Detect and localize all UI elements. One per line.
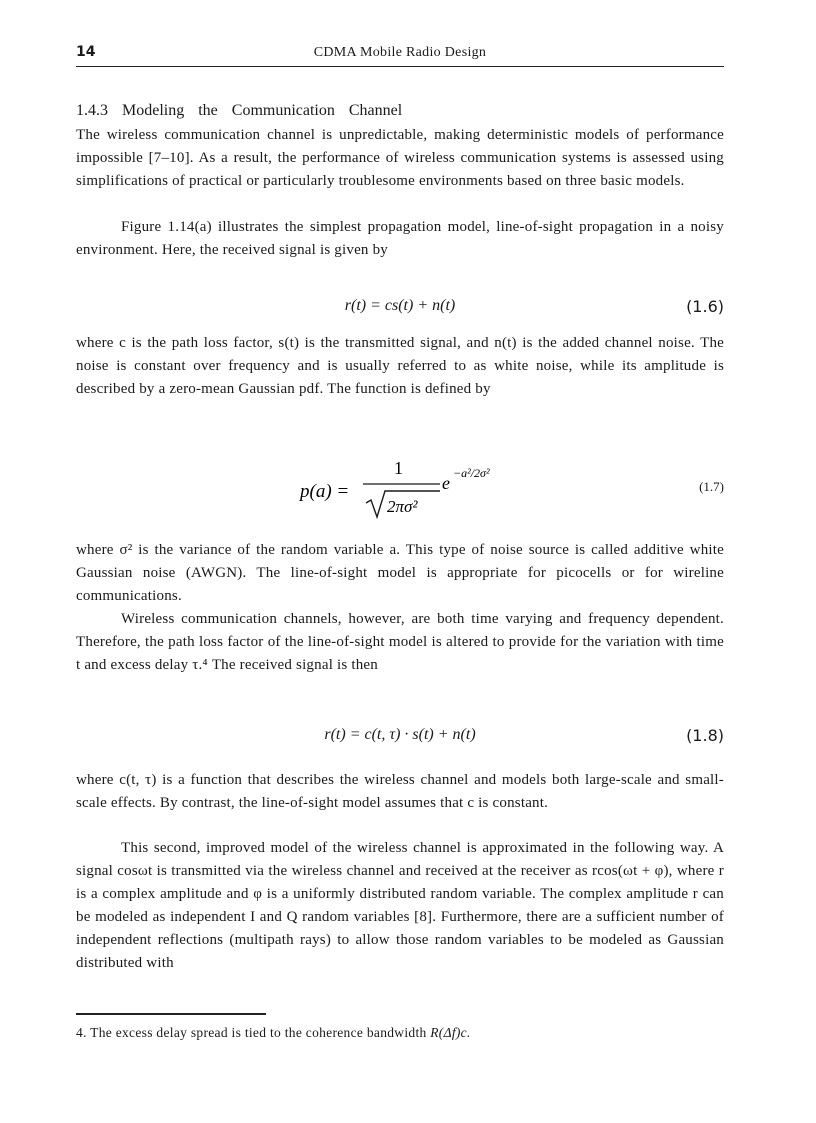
equation-1-6-body: r(t) = cs(t) + n(t) — [344, 297, 456, 314]
paragraph-4: where σ² is the variance of the random variable a. This type of noise source is called additive white Gaussian noise (AWGN). The line-of-sight model is appropriate for picocells or for wireline communications. — [76, 542, 724, 604]
running-title: CDMA Mobile Radio Design — [313, 45, 487, 60]
equation-1-7 — [76, 455, 724, 525]
page-number: 14 — [76, 44, 96, 60]
footnote-rule — [76, 1013, 266, 1015]
paragraph-6: where c(t, τ) is a function that describes the wireless channel and models both large-scale and small-scale effects. By contrast, the line-of-sight model assumes that c is constant. — [76, 772, 724, 811]
eq17-exponent: −a²/2σ² — [453, 466, 490, 480]
equation-1-8-body: r(t) = c(t, τ) · s(t) + n(t) — [324, 726, 476, 743]
paragraph-2: Figure 1.14(a) illustrates the simplest propagation model, line-of-sight propagation in a noisy environment. Here, the received signal is given by — [76, 219, 724, 258]
paragraph-1: The wireless communication channel is unpredictable, making deterministic models of performance impossible [7–10]. As a result, the performance of wireless communication systems is assessed using simplifications of practical or particularly troublesome environments based on three basic models. — [76, 127, 724, 189]
paragraph-5: Wireless communication channels, however, are both time varying and frequency dependent. Therefore, the path loss factor of the line-of-sight model is altered to provide for the variation with time t and excess delay τ.⁴ The received signal is then — [76, 611, 724, 673]
eq17-denominator: 2πσ² — [387, 497, 418, 516]
section-heading: 1.4.3 Modeling the Communication Channel — [76, 102, 403, 119]
equation-1-8-number: (1.8) — [686, 726, 724, 745]
footnote-4 — [76, 1025, 471, 1041]
footnote-4-text: 4. The excess delay spread is tied to the coherence bandwidth — [76, 1025, 427, 1040]
eq17-base: e — [442, 473, 450, 493]
equation-1-7-number: (1.7) — [699, 479, 724, 494]
equation-1-8 — [76, 726, 724, 754]
footnote-4-math: R(Δf)c. — [430, 1025, 471, 1040]
equation-1-6-number: (1.6) — [686, 297, 724, 316]
equation-1-6 — [76, 297, 724, 325]
eq17-lhs: p(a) = — [300, 481, 350, 502]
running-header — [76, 42, 724, 67]
eq17-numerator: 1 — [394, 458, 403, 478]
equation-1-7-formula — [76, 455, 724, 525]
paragraph-7: This second, improved model of the wireless channel is approximated in the following way. A signal cosωt is transmitted via the wireless channel and received at the receiver as rcos(ωt + φ), where r is a complex amplitude and φ is a uniformly distributed random variable. The complex amplitude r can be modeled as independent I and Q random variables [8]. Furthermore, there are a sufficient number of independent reflections (multipath rays) to allow those random variables to be modeled as Gaussian distributed with — [76, 840, 724, 971]
paragraph-3: where c is the path loss factor, s(t) is the transmitted signal, and n(t) is the added channel noise. The noise is constant over frequency and is usually referred to as white noise, while its amplitude is described by a zero-mean Gaussian pdf. The function is defined by — [76, 335, 724, 397]
